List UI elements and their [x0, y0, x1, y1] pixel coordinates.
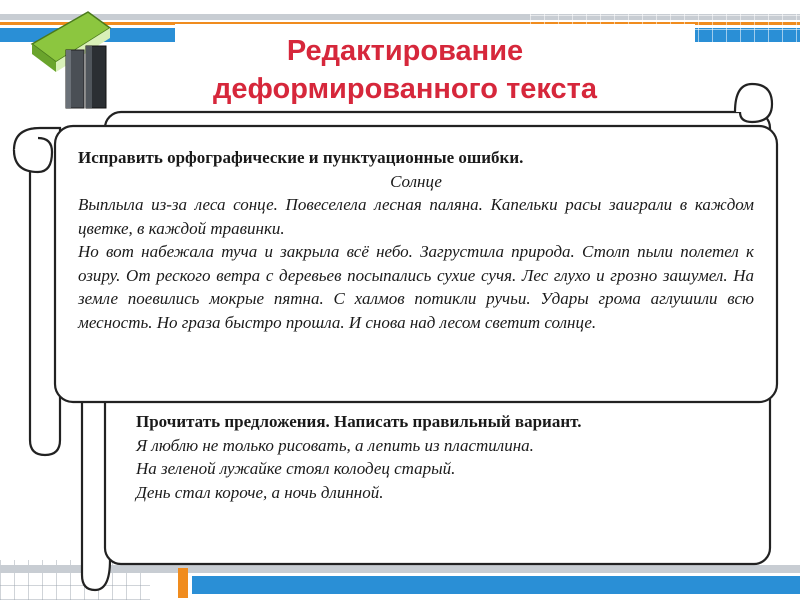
task1-text-title: Солнце — [390, 171, 442, 191]
task1-block — [78, 146, 754, 334]
slide-title-line1: Редактирование — [286, 35, 524, 67]
task1-paragraph-1: Выплыла из-за леса сонце. Повеселела лесная паляна. Капельки расы заиграли в каждом цветке, в каждой травинки. — [78, 195, 754, 238]
task2-sentence: На зеленой лужайке стоял колодец старый. — [136, 459, 456, 478]
task2-sentence: Я люблю не только рисовать, а лепить из пластилина. — [136, 435, 534, 455]
task1-paragraph-2: Но вот набежала туча и закрыла всё небо. Загрустила природа. Столп пыли полетел к озиру. От реского ветра с деревьев посыпались сухие сучя. Лес глухо и грозно зашумел. На земле поевились мокрые пятна. С халмов потикли ручьи. Удары грома аглушили всю месность. Но граза быстро прошла. И снова над лесом светит солнце. — [78, 242, 754, 332]
task1-heading: Исправить орфографические и пунктуационные ошибки. — [78, 148, 524, 167]
slide-title-line2: деформированного текста — [213, 73, 597, 105]
task2-heading: Прочитать предложения. Написать правильный вариант. — [136, 412, 582, 431]
task2-block — [136, 410, 692, 504]
task2-sentence: День стал короче, а ночь длинной. — [136, 482, 384, 502]
